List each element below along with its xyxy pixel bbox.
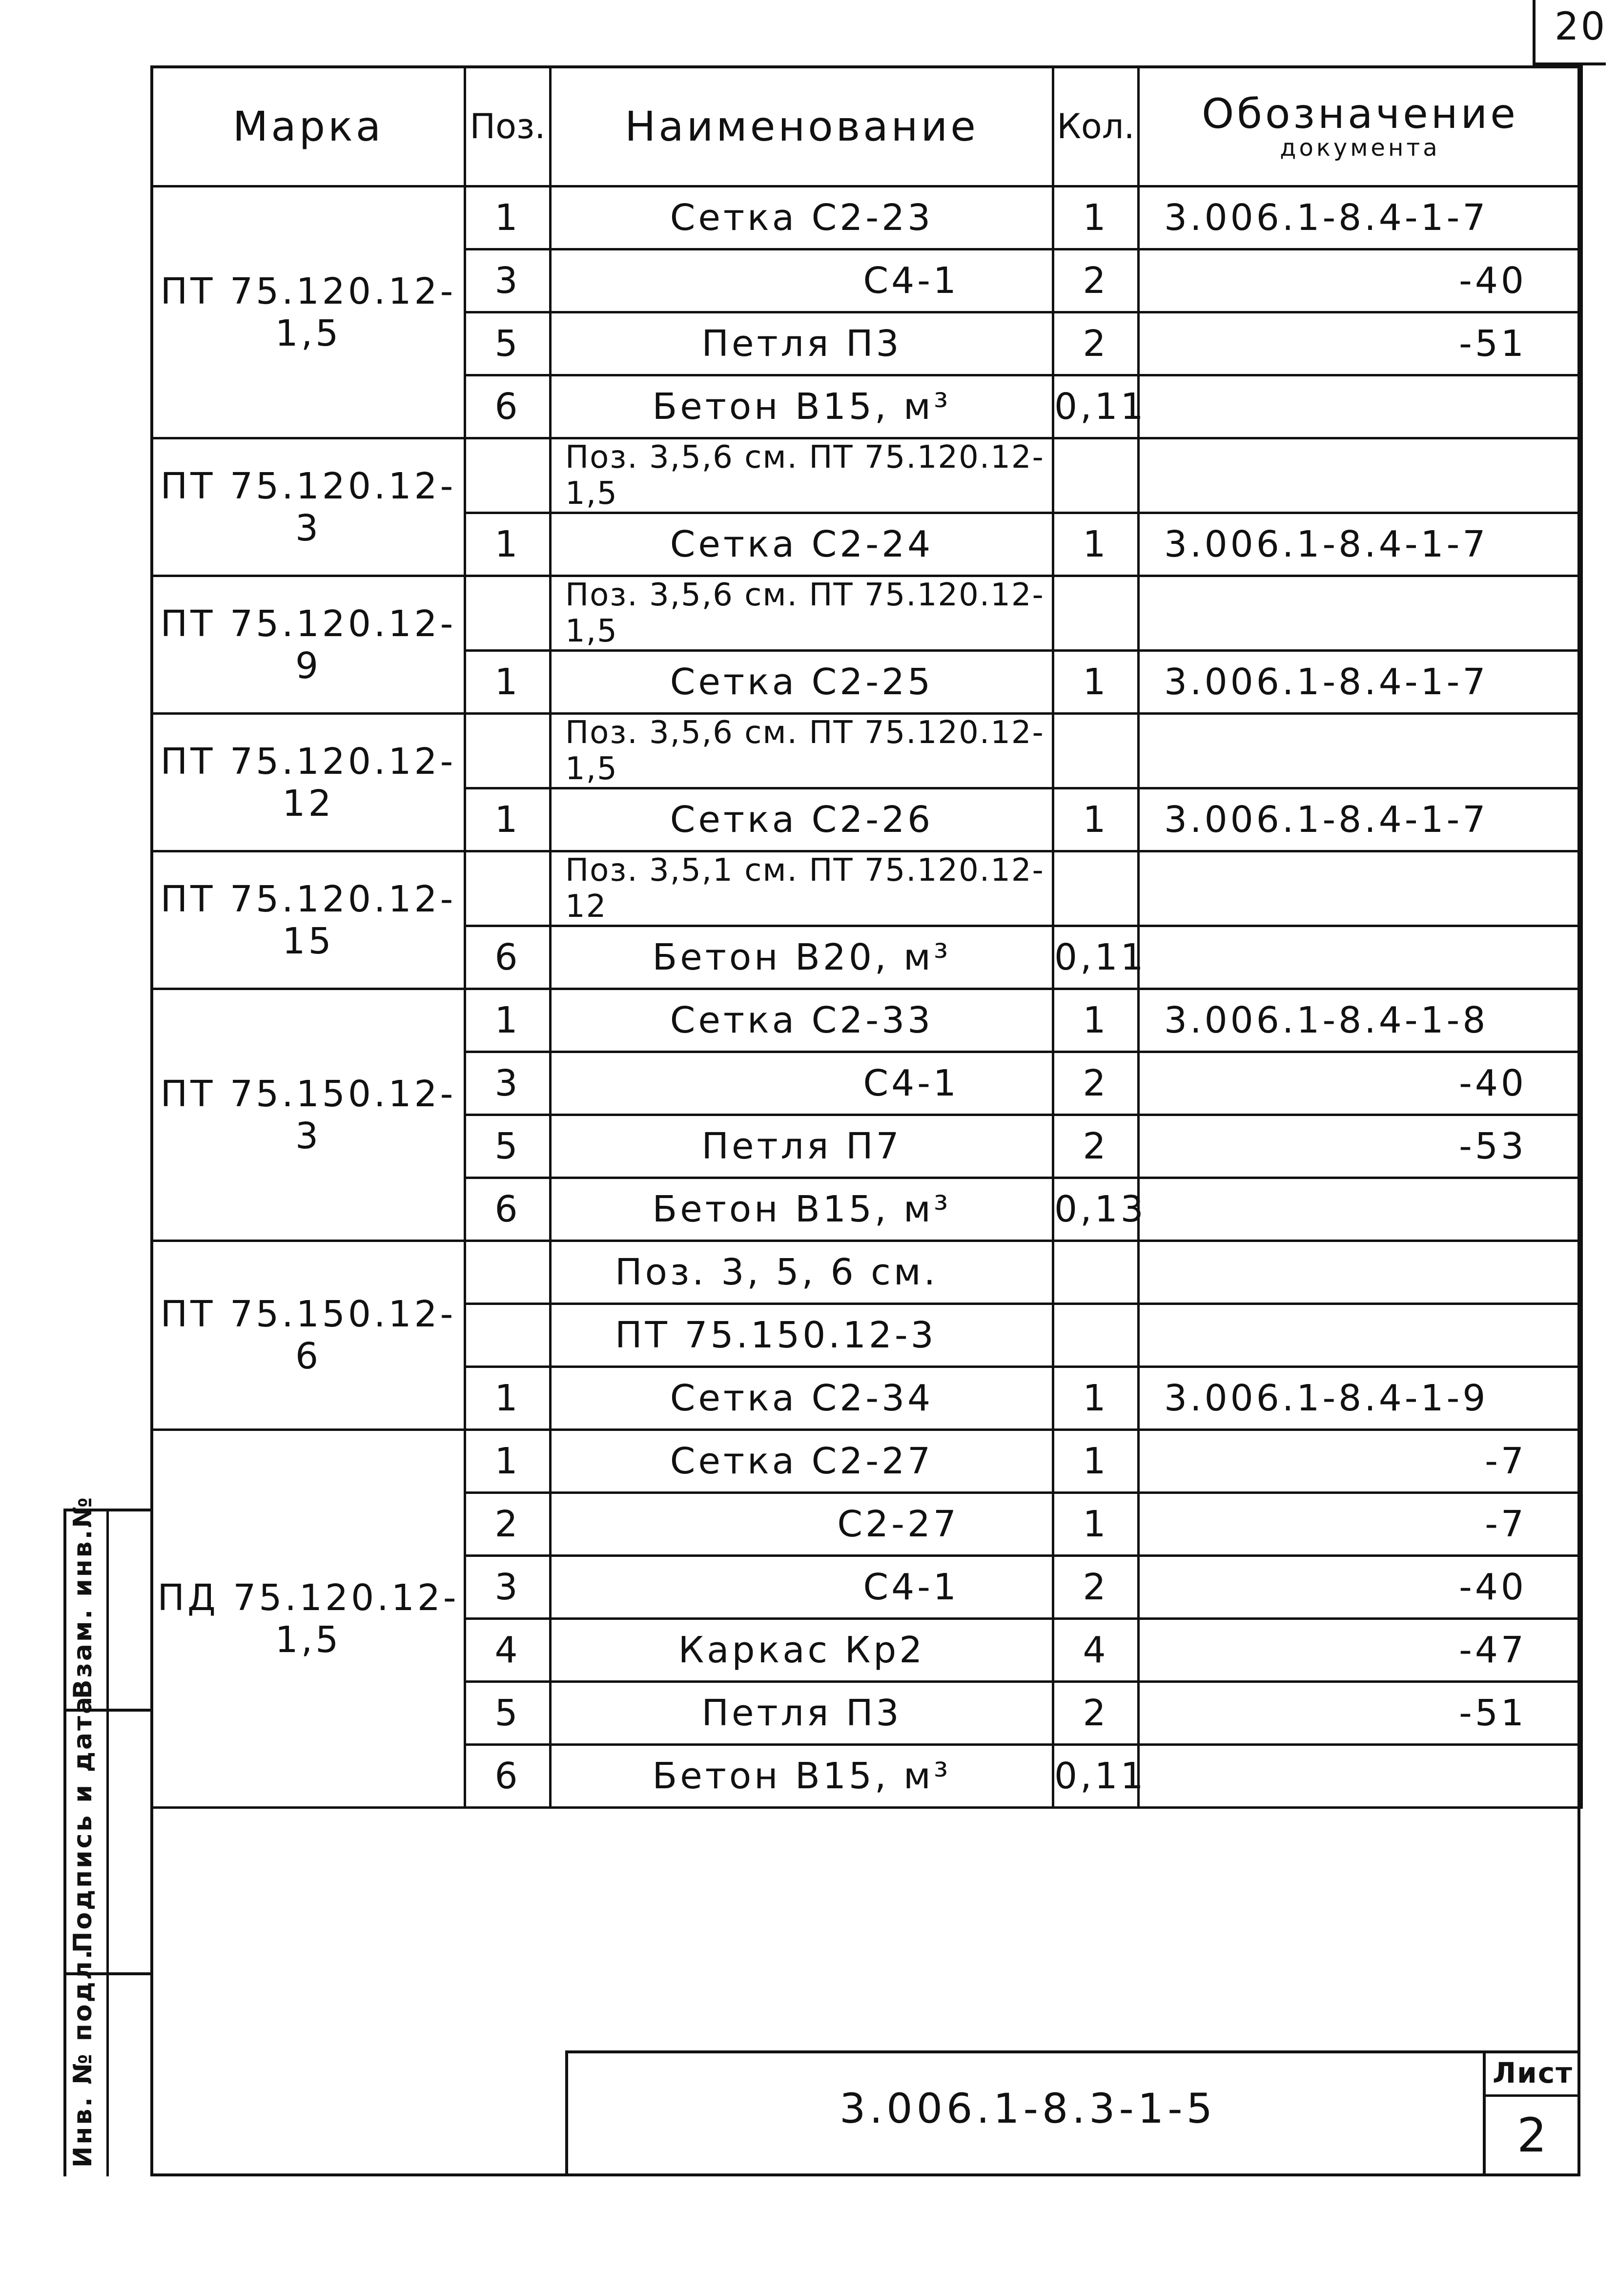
cell-doc: -51 <box>1139 1682 1582 1745</box>
cell-doc: 3.006.1-8.4-1-9 <box>1139 1367 1582 1430</box>
cell-doc: -40 <box>1139 1052 1582 1115</box>
cell-mark: ПТ 75.120.12-9 <box>152 576 465 714</box>
specification-table <box>150 65 1583 1809</box>
cell-name: Петля П7 <box>551 1115 1053 1178</box>
binding-strip-divider <box>106 1509 109 2176</box>
cell-qty: 2 <box>1053 1052 1139 1115</box>
title-doc-code: 3.006.1-8.3-1-5 <box>840 2085 1217 2132</box>
cell-qty: 2 <box>1053 312 1139 375</box>
cell-doc <box>1139 1304 1582 1367</box>
cell-pos <box>465 438 551 513</box>
cell-name: Сетка С2-33 <box>551 989 1053 1052</box>
cell-name: Сетка С2-25 <box>551 651 1053 714</box>
cell-qty: 1 <box>1053 989 1139 1052</box>
cell-doc: 3.006.1-8.4-1-7 <box>1139 513 1582 576</box>
cell-doc <box>1139 576 1582 651</box>
cell-doc <box>1139 375 1582 438</box>
cell-pos <box>465 1241 551 1304</box>
cell-doc: -40 <box>1139 249 1582 312</box>
sheet-rule <box>1483 2094 1580 2097</box>
cell-name: С4-1 <box>551 1052 1053 1115</box>
cell-name: ПТ 75.150.12-3 <box>551 1304 1053 1367</box>
cell-name: Поз. 3,5,6 см. ПТ 75.120.12-1,5 <box>551 438 1053 513</box>
cell-pos <box>465 851 551 926</box>
cell-pos: 6 <box>465 375 551 438</box>
table-row <box>152 714 1582 788</box>
cell-name: Поз. 3,5,6 см. ПТ 75.120.12-1,5 <box>551 714 1053 788</box>
cell-pos: 2 <box>465 1493 551 1556</box>
cell-name: Бетон В20, м³ <box>551 926 1053 989</box>
cell-mark: ПТ 75.150.12-3 <box>152 989 465 1241</box>
cell-pos: 1 <box>465 186 551 249</box>
cell-qty: 2 <box>1053 1115 1139 1178</box>
table-row <box>152 576 1582 651</box>
cell-doc: -53 <box>1139 1115 1582 1178</box>
cell-pos <box>465 576 551 651</box>
cell-qty: 1 <box>1053 1430 1139 1493</box>
cell-name: С4-1 <box>551 249 1053 312</box>
cell-qty: 1 <box>1053 513 1139 576</box>
cell-qty <box>1053 576 1139 651</box>
cell-name: Сетка С2-34 <box>551 1367 1053 1430</box>
table-row <box>152 989 1582 1052</box>
cell-name: Бетон В15, м³ <box>551 1178 1053 1241</box>
cell-qty: 1 <box>1053 1367 1139 1430</box>
cell-mark: ПТ 75.120.12-12 <box>152 714 465 851</box>
cell-pos: 5 <box>465 1682 551 1745</box>
cell-doc <box>1139 1241 1582 1304</box>
cell-doc: 3.006.1-8.4-1-7 <box>1139 186 1582 249</box>
cell-pos: 3 <box>465 249 551 312</box>
cell-name: Бетон В15, м³ <box>551 1745 1053 1808</box>
cell-qty <box>1053 851 1139 926</box>
cell-qty: 0,11 <box>1053 375 1139 438</box>
cell-doc: -40 <box>1139 1556 1582 1619</box>
page-number: 20 <box>1555 5 1607 49</box>
cell-name: Поз. 3, 5, 6 см. <box>551 1241 1053 1304</box>
cell-mark: ПТ 75.150.12-6 <box>152 1241 465 1430</box>
header-pos: Поз. <box>465 67 551 186</box>
header-row <box>152 67 1582 186</box>
sheet-number: 2 <box>1517 2108 1547 2163</box>
cell-doc: 3.006.1-8.4-1-8 <box>1139 989 1582 1052</box>
cell-qty: 1 <box>1053 1493 1139 1556</box>
cell-qty: 2 <box>1053 1556 1139 1619</box>
cell-pos: 1 <box>465 513 551 576</box>
cell-pos: 1 <box>465 788 551 851</box>
cell-name: Поз. 3,5,1 см. ПТ 75.120.12-12 <box>551 851 1053 926</box>
cell-mark: ПД 75.120.12-1,5 <box>152 1430 465 1808</box>
cell-doc: 3.006.1-8.4-1-7 <box>1139 788 1582 851</box>
cell-name: Сетка С2-27 <box>551 1430 1053 1493</box>
cell-qty <box>1053 438 1139 513</box>
cell-pos: 3 <box>465 1052 551 1115</box>
header-qty: Кол. <box>1053 67 1139 186</box>
cell-pos <box>465 714 551 788</box>
cell-pos: 1 <box>465 1430 551 1493</box>
table-row <box>152 438 1582 513</box>
cell-name: С2-27 <box>551 1493 1053 1556</box>
cell-qty: 0,11 <box>1053 926 1139 989</box>
cell-pos <box>465 1304 551 1367</box>
cell-qty: 1 <box>1053 788 1139 851</box>
cell-name: Петля П3 <box>551 1682 1053 1745</box>
cell-pos: 1 <box>465 651 551 714</box>
cell-name: Сетка С2-26 <box>551 788 1053 851</box>
header-doc-main: Обозначение <box>1202 90 1518 138</box>
cell-qty: 0,13 <box>1053 1178 1139 1241</box>
table-row <box>152 1241 1582 1304</box>
cell-pos: 5 <box>465 312 551 375</box>
header-mark: Марка <box>152 67 465 186</box>
cell-qty <box>1053 1304 1139 1367</box>
cell-doc <box>1139 851 1582 926</box>
cell-qty: 2 <box>1053 1682 1139 1745</box>
cell-name: Каркас Кр2 <box>551 1619 1053 1682</box>
table-row <box>152 1430 1582 1493</box>
strip-label-podpis-data: Подпись и дата <box>68 1695 98 1953</box>
cell-doc <box>1139 438 1582 513</box>
cell-pos: 1 <box>465 989 551 1052</box>
cell-doc: -51 <box>1139 312 1582 375</box>
strip-label-inv-podl: Инв. № подл. <box>68 1947 98 2168</box>
cell-qty <box>1053 1241 1139 1304</box>
cell-doc <box>1139 926 1582 989</box>
cell-qty: 1 <box>1053 186 1139 249</box>
cell-name: Петля П3 <box>551 312 1053 375</box>
cell-name: Сетка С2-24 <box>551 513 1053 576</box>
cell-mark: ПТ 75.120.12-15 <box>152 851 465 989</box>
specification-body <box>152 186 1582 1808</box>
cell-name: Сетка С2-23 <box>551 186 1053 249</box>
cell-mark: ПТ 75.120.12-3 <box>152 438 465 576</box>
cell-pos: 6 <box>465 926 551 989</box>
cell-doc: 3.006.1-8.4-1-7 <box>1139 651 1582 714</box>
header-name: Наименование <box>551 67 1053 186</box>
header-doc-sub: документа <box>1280 134 1440 162</box>
cell-qty: 4 <box>1053 1619 1139 1682</box>
cell-qty: 0,11 <box>1053 1745 1139 1808</box>
sheet-label: Лист <box>1493 2056 1573 2089</box>
cell-name: Бетон В15, м³ <box>551 375 1053 438</box>
cell-name: Поз. 3,5,6 см. ПТ 75.120.12-1,5 <box>551 576 1053 651</box>
cell-qty: 2 <box>1053 249 1139 312</box>
cell-pos: 4 <box>465 1619 551 1682</box>
cell-name: С4-1 <box>551 1556 1053 1619</box>
cell-doc: -47 <box>1139 1619 1582 1682</box>
cell-mark: ПТ 75.120.12-1,5 <box>152 186 465 438</box>
table-row <box>152 186 1582 249</box>
cell-pos: 3 <box>465 1556 551 1619</box>
cell-pos: 6 <box>465 1178 551 1241</box>
cell-doc <box>1139 1745 1582 1808</box>
cell-doc <box>1139 714 1582 788</box>
cell-pos: 5 <box>465 1115 551 1178</box>
cell-pos: 1 <box>465 1367 551 1430</box>
cell-pos: 6 <box>465 1745 551 1808</box>
cell-doc <box>1139 1178 1582 1241</box>
cell-qty <box>1053 714 1139 788</box>
cell-qty: 1 <box>1053 651 1139 714</box>
strip-label-vzam-inv: Взам. инв.№ <box>68 1495 98 1699</box>
table-row <box>152 851 1582 926</box>
header-doc <box>1139 67 1582 186</box>
cell-doc: -7 <box>1139 1430 1582 1493</box>
cell-doc: -7 <box>1139 1493 1582 1556</box>
